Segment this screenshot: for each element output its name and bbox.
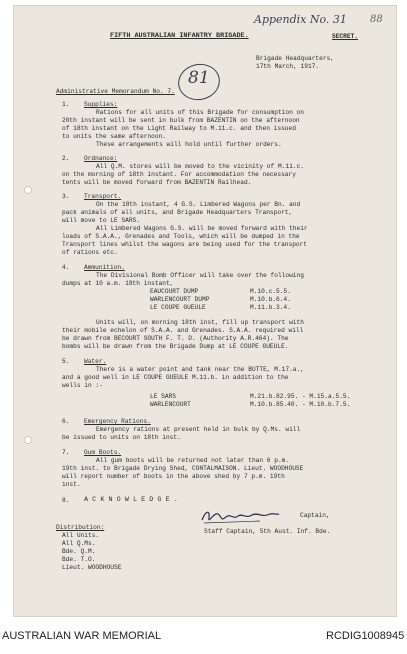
- section-number: 3.: [62, 193, 70, 200]
- dump-name: WARLENCOURT DUMP: [150, 296, 210, 303]
- section-heading: Emergency Rations.: [84, 418, 151, 425]
- section-heading: Transport.: [84, 193, 122, 200]
- well-name: WARLENCOURT: [150, 401, 191, 408]
- text-line: wells in :-: [62, 382, 103, 389]
- distribution-item: All Q.Ms.: [62, 540, 96, 547]
- appendix-label: Appendix No. 31: [254, 13, 347, 26]
- text-line: of 18th instant on the Light Railway to M.11.c. and then issued: [62, 125, 296, 132]
- section-number: 8.: [62, 497, 70, 504]
- distribution-heading: Distribution:: [56, 524, 105, 531]
- signature-rank: Captain,: [300, 512, 330, 519]
- text-line: All gum boots will be returned not later than 6 p.m.: [96, 457, 290, 464]
- text-line: will move to LE SARS.: [62, 217, 140, 224]
- well-ref: M.21.b.82.95. - M.15.a.5.5.: [250, 393, 351, 400]
- signature-title: Staff Captain, 5th Aust. Inf. Bde.: [204, 528, 331, 535]
- text-line: Emergency rations at present held in bulk by Q.Ms. will: [96, 426, 301, 433]
- archive-credit: AUSTRALIAN WAR MEMORIAL: [2, 630, 162, 642]
- text-line: These arrangements will hold until further orders.: [96, 141, 282, 148]
- classification: SECRET.: [332, 33, 358, 40]
- text-line: loads of S.A.A., Grenades and Tools, which will be dumped in the: [62, 233, 300, 240]
- text-line: There is a water point and tank near the BUTTE, M.17.a.,: [96, 366, 304, 373]
- distribution-item: All Units.: [62, 532, 100, 539]
- text-line: be issued to units on 18th inst.: [62, 434, 181, 441]
- text-line: be drawn from BECOURT SOUTH F. T. D. (Authority A.R.464). The: [62, 335, 289, 342]
- text-line: Units will, on morning 18th inst, fill up transport with: [96, 319, 304, 326]
- text-line: tents will be moved forward from BAZENTIN Railhead.: [62, 179, 252, 186]
- punch-hole: [24, 436, 32, 444]
- acknowledge-text: A C K N O W L E D G E .: [84, 496, 178, 504]
- text-line: The Divisional Bomb Officer will take over the following: [96, 272, 304, 279]
- document-title: FIFTH AUSTRALIAN INFANTRY BRIGADE.: [110, 32, 249, 40]
- well-ref: M.10.b.85.40. - M.10.b.7.5.: [250, 401, 351, 408]
- distribution-item: Bde. Q.M.: [62, 548, 96, 555]
- distribution-item: Lieut. WOODHOUSE: [62, 564, 122, 571]
- distribution-item: Bde. T.O.: [62, 556, 96, 563]
- text-line: 19th inst. to Brigade Drying Shed, CONTALMAISON. Lieut. WOODHOUSE: [62, 465, 304, 472]
- text-line: Transport lines whilst the wagons are being used for the transport: [62, 241, 308, 248]
- text-line: All Limbered Wagons G.S. will be moved forward with their: [96, 225, 308, 232]
- dump-ref: M.10.c.5.5.: [250, 288, 291, 295]
- text-line: All Q.M. stores will be moved to the vicinity of M.11.c.: [96, 163, 304, 170]
- text-line: bombs will be drawn from the Brigade Dump at LE COUPE GUEULE.: [62, 343, 289, 350]
- text-line: on the morning of 18th instant. For accommodation the necessary: [62, 171, 296, 178]
- text-line: inst.: [62, 481, 81, 488]
- text-line: pack animals of all units, and Brigade Headquarters Transport,: [62, 209, 293, 216]
- hq-date: 17th March, 1917.: [256, 63, 320, 70]
- text-line: 20th instant will be sent in bulk from BAZENTIN on the afternoon: [62, 117, 300, 124]
- memo-title: Administrative Memorandum No. 7.: [56, 88, 175, 95]
- section-number: 2.: [62, 155, 70, 162]
- section-number: 7.: [62, 449, 70, 456]
- punch-hole: [24, 186, 32, 194]
- text-line: dumps at 10 a.m. 18th instant,: [62, 280, 174, 287]
- dump-ref: M.11.b.3.4.: [250, 304, 291, 311]
- section-number: 6.: [62, 418, 70, 425]
- section-heading: Supplies:: [84, 101, 118, 108]
- dump-name: LE COUPE GUEULE: [150, 304, 206, 311]
- archive-id: RCDIG1008945: [326, 630, 405, 642]
- section-number: 4.: [62, 264, 70, 271]
- hq-location: Brigade Headquarters,: [256, 55, 334, 62]
- text-line: Rations for all units of this Brigade for consumption on: [96, 109, 304, 116]
- section-heading: Water.: [84, 358, 107, 365]
- section-heading: Gum Boots.: [84, 449, 122, 456]
- text-line: On the 18th instant, 4 G.S. Limbered Wagons per Bn. and: [96, 201, 301, 208]
- dump-name: EAUCOURT DUMP: [150, 288, 199, 295]
- handwritten-signature: [200, 508, 280, 526]
- text-line: and a good well in LE COUPE GUEULE M.11.b. in addition to the: [62, 374, 289, 381]
- page-number: 88: [370, 14, 383, 25]
- section-number: 5.: [62, 358, 70, 365]
- section-heading: Ordnance:: [84, 155, 118, 162]
- handwritten-number: 81: [188, 68, 210, 88]
- text-line: will report number of boots in the above shed by 7 p.m. 19th: [62, 473, 285, 480]
- dump-ref: M.10.b.6.4.: [250, 296, 291, 303]
- text-line: their mobile echelon of S.A.A. and Grenades. S.A.A. required will: [62, 327, 304, 334]
- well-name: LE SARS: [150, 393, 176, 400]
- text-line: of rations etc.: [62, 249, 118, 256]
- section-number: 1.: [62, 101, 70, 108]
- section-heading: Ammunition.: [84, 264, 125, 271]
- text-line: to units the same afternoon.: [62, 133, 166, 140]
